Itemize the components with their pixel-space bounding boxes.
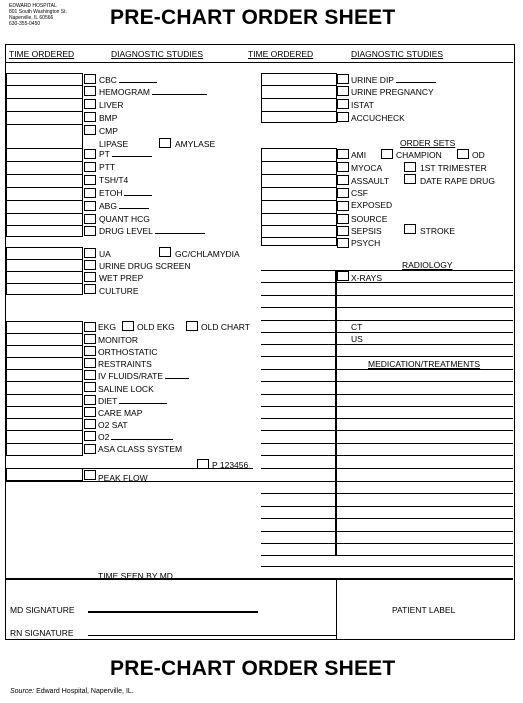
cbc-label: CBC	[99, 75, 157, 85]
monitor-checkbox[interactable]	[84, 334, 96, 344]
ami-checkbox[interactable]	[337, 149, 349, 159]
hospital-name: EDWARD HOSPITAL	[9, 3, 57, 9]
amylase-checkbox[interactable]	[159, 138, 171, 148]
asa-checkbox[interactable]	[84, 444, 96, 454]
cbc-checkbox[interactable]	[84, 74, 96, 84]
ekg-checkbox[interactable]	[84, 322, 96, 332]
bmp-label: BMP	[99, 113, 118, 123]
source-label: SOURCE	[351, 214, 388, 224]
asa-label: ASA CLASS SYSTEM	[98, 444, 183, 454]
istat-label: ISTAT	[351, 100, 374, 110]
culture-label: CULTURE	[99, 286, 139, 296]
urine-pregnancy-label: URINE PREGNANCY	[351, 87, 434, 97]
ct-label: CT	[351, 322, 363, 332]
urine-dip-label: URINE DIP	[351, 75, 436, 85]
urine-pregnancy-checkbox[interactable]	[337, 86, 349, 96]
drug-level-checkbox[interactable]	[84, 226, 96, 236]
istat-checkbox[interactable]	[337, 99, 349, 109]
culture-checkbox[interactable]	[84, 284, 96, 294]
col-header-diagnostic-right: DIAGNOSTIC STUDIES	[351, 49, 444, 59]
hemogram-label: HEMOGRAM	[99, 87, 207, 97]
date-rape-drug-label: DATE RAPE DRUG	[420, 176, 495, 186]
time-ordered-group-nursing[interactable]	[6, 321, 83, 456]
restraints-checkbox[interactable]	[84, 358, 96, 368]
col-header-diagnostic-left: DIAGNOSTIC STUDIES	[111, 49, 204, 59]
sepsis-label: SEPSIS	[351, 226, 382, 236]
right-column-divider	[335, 270, 337, 556]
time-ordered-peak-flow[interactable]	[6, 468, 83, 481]
time-ordered-group-order-sets[interactable]	[261, 148, 337, 246]
hemogram-checkbox[interactable]	[84, 86, 96, 96]
pt-checkbox[interactable]	[84, 149, 96, 159]
source-note: Source: Edward Hospital, Naperville, IL.	[10, 688, 134, 695]
gc-chlamydia-checkbox[interactable]	[159, 247, 171, 257]
date-rape-drug-checkbox[interactable]	[404, 174, 416, 184]
quant-hcg-label: QUANT HCG	[99, 214, 150, 224]
care-map-label: CARE MAP	[98, 408, 143, 418]
first-trimester-checkbox[interactable]	[404, 162, 416, 172]
care-map-checkbox[interactable]	[84, 407, 96, 417]
myoca-checkbox[interactable]	[337, 162, 349, 172]
abg-checkbox[interactable]	[84, 201, 96, 211]
wet-prep-checkbox[interactable]	[84, 272, 96, 282]
accucheck-checkbox[interactable]	[337, 112, 349, 122]
urine-drug-screen-label: URINE DRUG SCREEN	[99, 261, 191, 271]
etoh-label: ETOH	[99, 188, 152, 198]
etoh-checkbox[interactable]	[84, 188, 96, 198]
csf-label: CSF	[351, 188, 368, 198]
assault-label: ASSAULT	[351, 176, 390, 186]
o2-sat-checkbox[interactable]	[84, 419, 96, 429]
iv-fluids-checkbox[interactable]	[84, 370, 96, 380]
exposed-label: EXPOSED	[351, 200, 393, 210]
order-form-frame	[5, 44, 515, 640]
diet-checkbox[interactable]	[84, 395, 96, 405]
hospital-street: 801 South Washington St.	[9, 9, 67, 15]
signature-section-rule	[6, 578, 513, 580]
cmp-checkbox[interactable]	[84, 125, 96, 135]
o2-checkbox[interactable]	[84, 431, 96, 441]
page-title: PRE-CHART ORDER SHEET	[110, 6, 396, 29]
drug-level-label: DRUG LEVEL	[99, 226, 205, 236]
col-header-time-ordered-left: TIME ORDERED	[9, 49, 75, 59]
sepsis-checkbox[interactable]	[337, 226, 349, 236]
us-label: US	[351, 334, 363, 344]
liver-checkbox[interactable]	[84, 99, 96, 109]
hospital-phone: 630-355-0450	[9, 21, 41, 27]
saline-lock-label: SALINE LOCK	[98, 384, 154, 394]
monitor-label: MONITOR	[98, 335, 138, 345]
order-sets-heading: ORDER SETS	[400, 138, 456, 148]
csf-checkbox[interactable]	[337, 188, 349, 198]
old-ekg-checkbox[interactable]	[122, 321, 134, 331]
tsh-label: TSH/T4	[99, 175, 129, 185]
iv-fluids-label: IV FLUIDS/RATE	[98, 371, 189, 381]
hospital-city: Naperville, IL 60566	[9, 15, 54, 21]
bmp-checkbox[interactable]	[84, 112, 96, 122]
o2-sat-label: O2 SAT	[98, 420, 128, 430]
exposed-checkbox[interactable]	[337, 201, 349, 211]
md-signature-label: MD SIGNATURE	[10, 605, 75, 615]
hospital-address-block	[9, 3, 67, 27]
ua-label: UA	[99, 249, 111, 259]
abg-label: ABG	[99, 201, 149, 211]
old-chart-checkbox[interactable]	[186, 321, 198, 331]
medication-heading: MEDICATION/TREATMENTS	[368, 359, 481, 369]
pt-label: PT	[99, 149, 152, 159]
od-label: OD	[472, 150, 485, 160]
champion-label: CHAMPION	[396, 150, 442, 160]
stroke-checkbox[interactable]	[404, 224, 416, 234]
od-checkbox[interactable]	[457, 149, 469, 159]
diet-label: DIET	[98, 396, 167, 406]
accucheck-label: ACCUCHECK	[351, 113, 405, 123]
md-signature-line[interactable]	[88, 611, 258, 613]
ua-checkbox[interactable]	[84, 248, 96, 258]
ptt-label: PTT	[99, 162, 116, 172]
xrays-label: X-RAYS	[351, 273, 383, 283]
champion-checkbox[interactable]	[381, 149, 393, 159]
o2-label: O2	[98, 432, 173, 442]
first-trimester-label: 1ST TRIMESTER	[420, 163, 487, 173]
lipase-label: LIPASE	[99, 139, 129, 149]
psych-label: PSYCH	[351, 238, 381, 248]
rn-signature-label: RN SIGNATURE	[10, 628, 74, 638]
xrays-checkbox[interactable]	[337, 271, 349, 281]
peak-flow-checkbox[interactable]	[84, 470, 96, 480]
saline-lock-checkbox[interactable]	[84, 382, 96, 392]
orthostatic-label: ORTHOSTATIC	[98, 347, 158, 357]
patient-label-box: PATIENT LABEL	[392, 605, 456, 615]
assault-checkbox[interactable]	[337, 175, 349, 185]
source-checkbox[interactable]	[337, 214, 349, 224]
ekg-label: EKG	[98, 322, 116, 332]
urine-drug-screen-checkbox[interactable]	[84, 260, 96, 270]
liver-label: LIVER	[99, 100, 124, 110]
cmp-label: CMP	[99, 126, 118, 136]
stroke-label: STROKE	[420, 226, 455, 236]
footer-title: PRE-CHART ORDER SHEET	[110, 657, 396, 680]
header-rule	[6, 62, 513, 63]
old-chart-label: OLD CHART	[201, 322, 250, 332]
p-code-label: P 123456	[212, 460, 249, 470]
psych-checkbox[interactable]	[337, 238, 349, 248]
myoca-label: MYOCA	[351, 163, 383, 173]
ptt-checkbox[interactable]	[84, 162, 96, 172]
radiology-heading: RADIOLOGY	[402, 260, 453, 270]
peak-flow-label: PEAK FLOW	[98, 473, 148, 483]
ami-label: AMI	[351, 150, 367, 160]
old-ekg-label: OLD EKG	[137, 322, 175, 332]
col-header-time-ordered-right: TIME ORDERED	[248, 49, 314, 59]
restraints-label: RESTRAINTS	[98, 359, 152, 369]
amylase-label: AMYLASE	[175, 139, 216, 149]
orthostatic-checkbox[interactable]	[84, 346, 96, 356]
p-code-checkbox[interactable]	[197, 459, 209, 469]
tsh-checkbox[interactable]	[84, 175, 96, 185]
quant-hcg-checkbox[interactable]	[84, 214, 96, 224]
time-seen-label: TIME SEEN BY MD	[98, 571, 247, 581]
wet-prep-label: WET PREP	[99, 273, 144, 283]
urine-dip-checkbox[interactable]	[337, 74, 349, 84]
gc-chlamydia-label: GC/CHLAMYDIA	[175, 249, 240, 259]
rn-signature-line[interactable]	[88, 635, 336, 636]
